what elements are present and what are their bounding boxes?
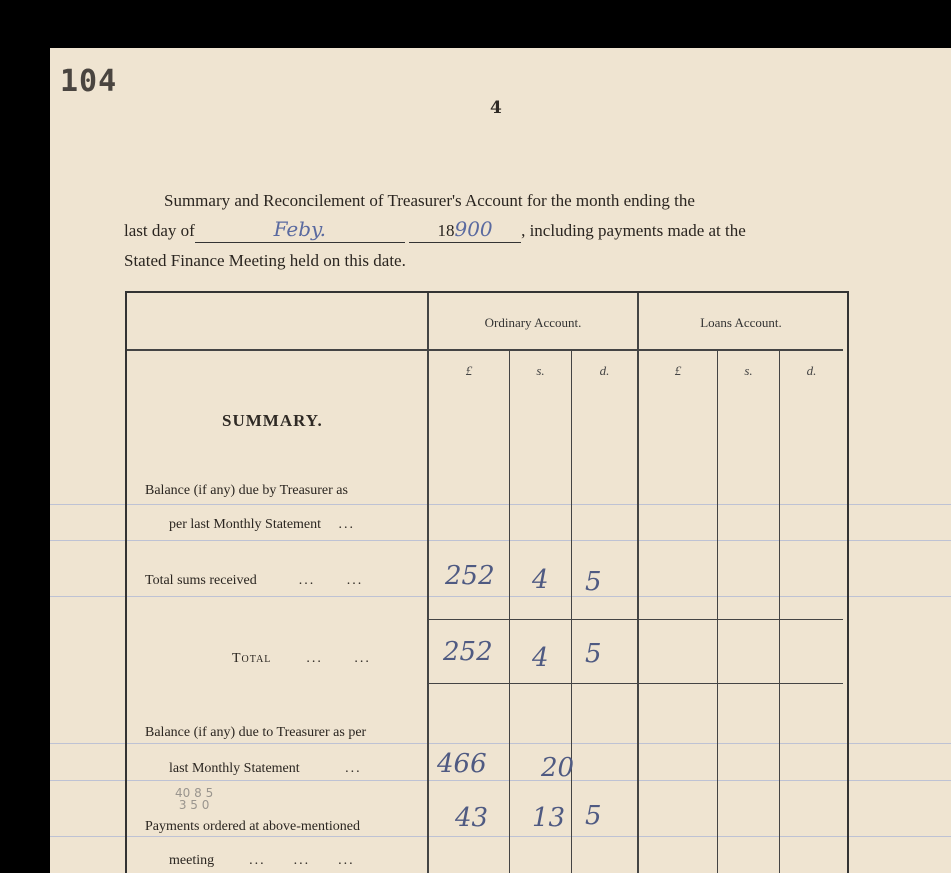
column-divider	[571, 351, 572, 873]
received-pounds: 252	[445, 561, 495, 591]
total-sums-received-text: Total sums received	[145, 573, 257, 588]
summary-title: SUMMARY.	[222, 411, 323, 430]
leader-dots: ...	[338, 853, 355, 868]
balance-due-to-label-1: Balance (if any) due to Treasurer as per	[145, 725, 367, 740]
total-pounds: 252	[443, 637, 493, 667]
month-field	[195, 218, 405, 243]
column-divider	[637, 293, 639, 873]
summary-table	[125, 291, 849, 873]
unit-pence-loans: d.	[806, 363, 817, 378]
leader-dots: ...	[345, 761, 362, 776]
received-shillings: 4	[532, 565, 549, 595]
column-divider	[779, 351, 780, 873]
loans-account-header: Loans Account.	[700, 315, 782, 330]
payments-label-2	[169, 853, 355, 869]
balance-due-by-label-2-text: per last Monthly Statement	[169, 517, 322, 532]
payments-pence: 5	[585, 801, 602, 831]
balance-due-to-label-2	[169, 761, 362, 777]
total-pence: 5	[585, 639, 602, 669]
leader-dots: ...	[354, 651, 371, 666]
leader-dots: ...	[306, 651, 323, 666]
pencil-note	[175, 787, 213, 811]
year-handwritten: 900	[454, 217, 493, 241]
pencil-note-value: 5	[205, 786, 214, 800]
payments-pounds: 43	[455, 803, 489, 833]
balance-pounds: 466	[437, 749, 487, 779]
balance-due-to-label-2-text: last Monthly Statement	[169, 761, 300, 776]
intro-line-2-suffix: , including payments made at the	[521, 221, 746, 240]
unit-shillings: s.	[536, 363, 545, 378]
pencil-note-value: 8	[194, 786, 202, 800]
unit-pounds: £	[465, 363, 473, 378]
year-prefix: 18	[437, 221, 455, 240]
balance-due-by-label-1: Balance (if any) due by Treasurer as	[145, 483, 348, 498]
intro-line-3	[124, 246, 848, 276]
total-shillings: 4	[532, 643, 549, 673]
pencil-note-value: 40	[175, 786, 191, 800]
leader-dots: ...	[293, 853, 311, 868]
leader-dots: ...	[338, 517, 356, 532]
total-sums-received-label	[145, 573, 363, 589]
document-page	[50, 48, 951, 873]
column-divider	[717, 351, 718, 873]
header-rule	[127, 349, 843, 351]
page-number: 4	[490, 98, 502, 118]
stamp-number: 104	[60, 64, 118, 99]
leader-dots: ...	[298, 573, 316, 588]
ordinary-account-header: Ordinary Account.	[484, 315, 582, 330]
column-divider	[427, 293, 429, 873]
leader-dots: ...	[249, 853, 266, 868]
unit-pounds-loans: £	[674, 363, 682, 378]
intro-line-2	[124, 216, 848, 246]
intro-line-2-prefix: last day of	[124, 221, 195, 240]
unit-pence: d.	[599, 363, 610, 378]
pencil-note-value: 5	[190, 798, 198, 812]
month-handwritten: Feby.	[273, 217, 327, 241]
payments-label-2-text: meeting	[169, 853, 215, 868]
intro-line-1-text: Summary and Reconcilement of Treasurer's Account for the month ending the	[164, 191, 695, 210]
total-rule	[429, 619, 843, 620]
payments-label-1: Payments ordered at above-mentioned	[145, 819, 360, 834]
leader-dots: ...	[346, 573, 364, 588]
pencil-note-value: 0	[201, 798, 210, 812]
year-field	[409, 218, 521, 243]
total-label	[232, 651, 371, 667]
column-divider	[509, 351, 510, 873]
unit-shillings-loans: s.	[744, 363, 753, 378]
intro-line-1	[124, 186, 848, 216]
intro-line-3-text: Stated Finance Meeting held on this date.	[124, 251, 406, 270]
total-rule	[429, 683, 843, 684]
received-pence: 5	[585, 567, 602, 597]
payments-shillings: 13	[532, 803, 566, 833]
intro-paragraph	[124, 186, 848, 276]
balance-due-by-label-2	[169, 517, 355, 533]
total-text: Total	[232, 651, 272, 666]
pencil-note-value: 3	[178, 798, 187, 812]
balance-shillings: 20	[541, 753, 575, 783]
